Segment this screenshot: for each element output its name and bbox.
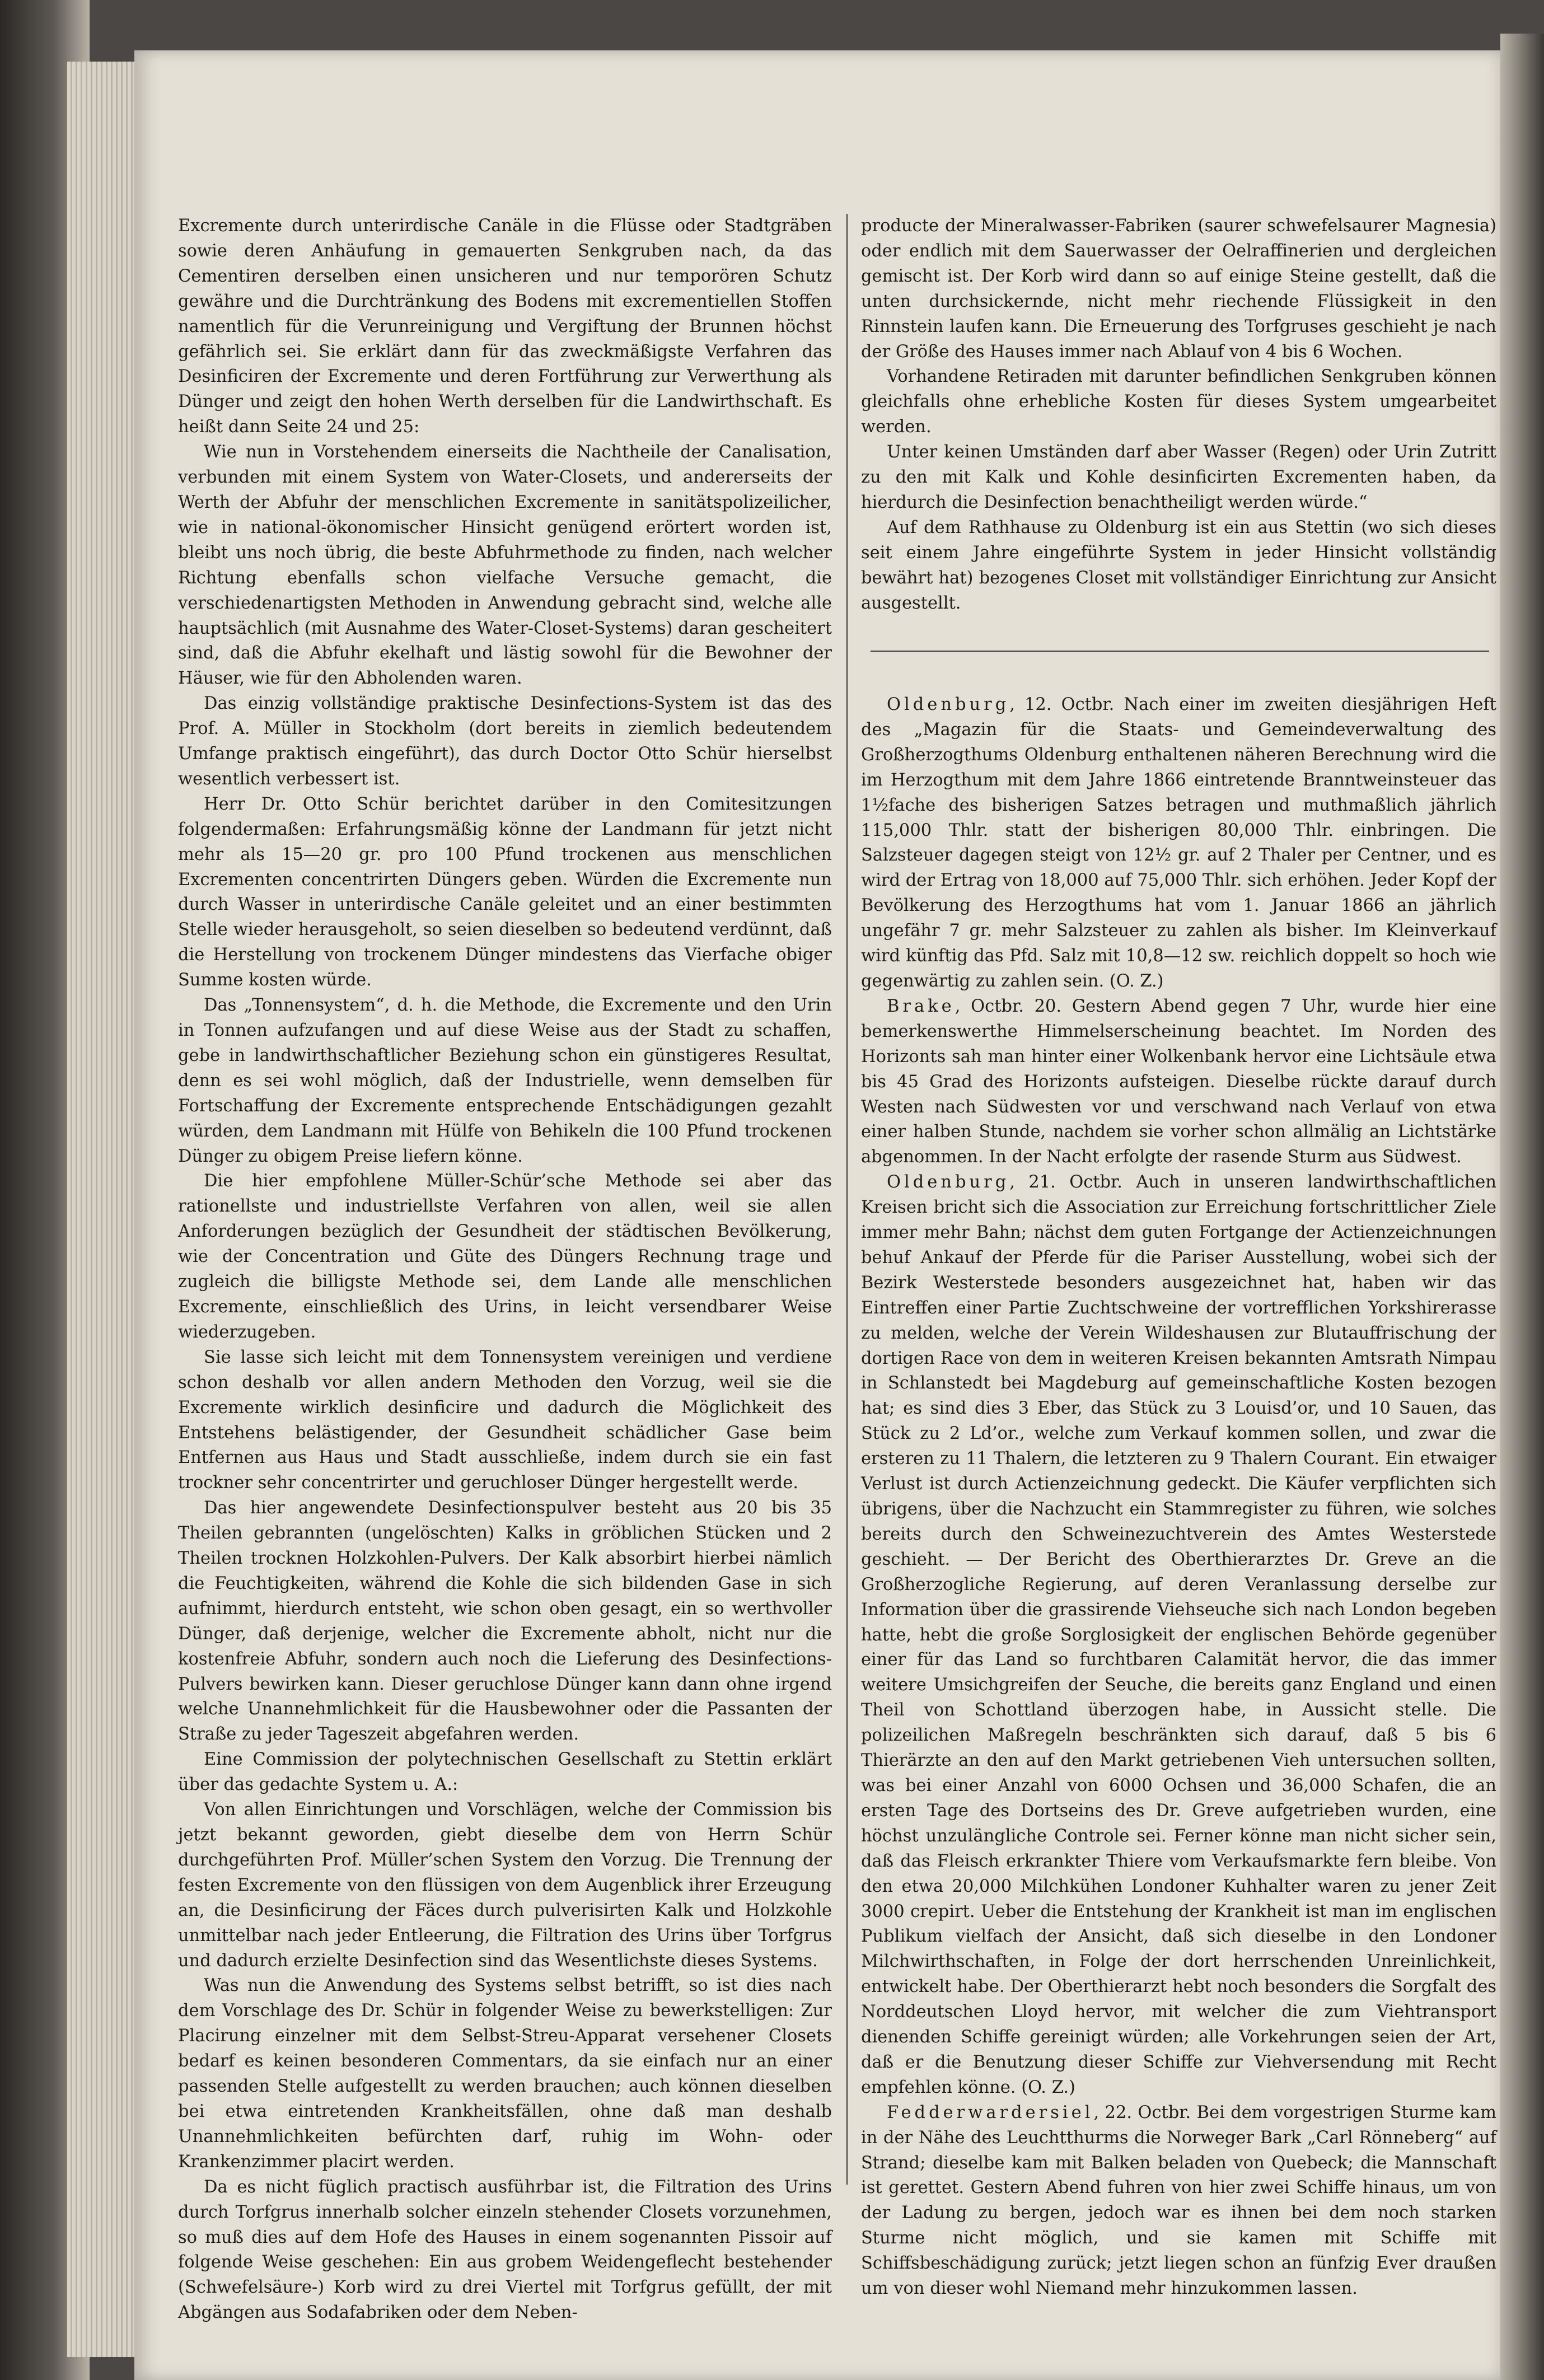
paragraph: Das einzig vollständige praktische Desinfections-System ist das des Prof. A. Müller in Stockholm (dort bereits in ziemlich bedeutendem Umfange praktisch eingeführt), das durch Doctor Otto Schür hierselbst wesentlich verbessert ist. xyxy=(178,694,832,789)
paragraph: Eine Commission der polytechnischen Gesellschaft zu Stettin erklärt über das gedachte System u. A.: xyxy=(178,1750,832,1795)
dateline-place: Brake xyxy=(887,996,955,1016)
section-divider xyxy=(871,651,1489,652)
paragraph: Wie nun in Vorstehendem einerseits die Nachtheile der Canalisation, verbunden mit einem System von Water-Closets, und andererseits der Werth der Abfuhr der menschlichen Excremente in sanitätspolizeilicher, wie in national-ökonomischer Hinsicht genügend erörtert worden ist, bleibt uns noch übrig, die beste Abfuhrmethode zu finden, nach welcher Richtung ebenfalls schon vielfache Versuche gemacht, die verschiedenartigsten Methoden in Anwendung gebracht sind, welche alle hauptsächlich (mit Ausnahme des Water-Closet-Systems) daran gescheitert sind, daß die Abfuhr ekelhaft und lästig sowohl für die Bewohner der Häuser, wie für den Abholenden waren. xyxy=(178,442,832,689)
dateline-place: Oldenburg xyxy=(887,1172,1010,1193)
news-text: , 12. Octbr. Nach einer im zweiten diesjährigen Heft des „Magazin für die Staats- und Gemeindeverwaltung des Großherzogthums Oldenburg enthaltenen näheren Berechnung wird die im Herzogthum mit dem Jahre 1866 eintretende Branntweinsteuer das 1½fache des bisherigen Satzes betragen und muthmaßlich jährlich 115,000 Thlr. statt der bisherigen 80,000 Thlr. einbringen. Die Salzsteuer dagegen steigt von 12½ gr. auf 2 Thaler per Centner, und es wird der Ertrag von 18,000 auf 75,000 Thlr. sich erhöhen. Jeder Kopf der Bevölkerung des Herzogthums hat vom 1. Januar 1866 an jährlich ungefähr 7 gr. mehr Salzsteuer zu zahlen als bisher. Im Kleinverkauf wird künftig das Pfd. Salz mit 10,8—12 sw. reichlich doppelt so hoch wie gegenwärtig zu zahlen sein. (O. Z.) xyxy=(861,695,1496,991)
paragraph: Auf dem Rathhause zu Oldenburg ist ein aus Stettin (wo sich dieses seit einem Jahre eingeführte System in jeder Hinsicht vollständig bewährt hat) bezogenes Closet mit vollständiger Einrichtung zur Ansicht ausgestellt. xyxy=(861,517,1496,613)
paragraph: Die hier empfohlene Müller-Schür’sche Methode sei aber das rationellste und industriellste Verfahren von allen, weil sie allen Anforderungen bezüglich der Gesundheit der städtischen Bevölkerung, wie der Concentration und Güte des Düngers Rechnung trage und zugleich die billigste Methode sei, dem Lande alle menschlichen Excremente, einschließlich des Urins, in leicht versendbarer Weise wiederzugeben. xyxy=(178,1171,832,1342)
news-item xyxy=(861,1170,1496,2101)
paragraph: Vorhandene Retiraden mit darunter befindlichen Senkgruben können gleichfalls ohne erhebliche Kosten für dieses System umgearbeitet werden. xyxy=(861,367,1496,437)
paragraph: Sie lasse sich leicht mit dem Tonnensystem vereinigen und verdiene schon deshalb vor allen andern Methoden den Vorzug, weil sie die Excremente wirklich desinficire und dadurch die Möglichkeit des Entstehens belästigender, der Gesundheit schädlicher Gase beim Entfernen aus Haus und Stadt ausschließe, indem durch sie ein fast trockner sehr concentrirter und geruchloser Dünger hergestellt werde. xyxy=(178,1347,832,1493)
paragraph: Unter keinen Umständen darf aber Wasser (Regen) oder Urin Zutritt zu den mit Kalk und Kohle desinficirten Excrementen haben, da hierdurch die Desinfection benachtheiligt werden würde.“ xyxy=(861,442,1496,512)
paragraph: producte der Mineralwasser-Fabriken (saurer schwefelsaurer Magnesia) oder endlich mit dem Sauerwasser der Oelraffinerien und dergleichen gemischt ist. Der Korb wird dann so auf einige Steine gestellt, daß die unten durchsickernde, nicht mehr riechende Flüssigkeit in den Rinnstein laufen kann. Die Erneuerung des Torfgruses geschieht je nach der Größe des Hauses immer nach Ablauf von 4 bis 6 Wochen. xyxy=(861,216,1496,362)
paragraph: Da es nicht füglich practisch ausführbar ist, die Filtration des Urins durch Torfgrus innerhalb solcher einzeln stehender Closets vorzunehmen, so muß dies auf dem Hofe des Hauses in einem sogenannten Pissoir auf folgende Weise geschehen: Ein aus grobem Weidengeflecht bestehender (Schwefelsäure-) Korb wird zu drei Viertel mit Torfgrus gefüllt, der mit Abgängen aus Sodafabriken oder dem Neben- xyxy=(178,2177,832,2323)
news-item xyxy=(861,693,1496,994)
left-column xyxy=(178,214,832,2326)
paragraph: Was nun die Anwendung des Systems selbst betrifft, so ist dies nach dem Vorschlage des Dr. Schür in folgender Weise zu bewerkstelligen: Zur Placirung einzelner mit dem Selbst-Streu-Apparat versehener Closets bedarf es keinen besonderen Commentars, da sie einfach nur an einer passenden Stelle aufgestellt zu werden brauchen; auch können dieselben bei etwa eintretenden Krankheitsfällen, ohne daß man deshalb Unannehmlichkeiten befürchten darf, ruhig im Wohn- oder Krankenzimmer placirt werden. xyxy=(178,1976,832,2172)
news-item xyxy=(861,2101,1496,2302)
paragraph: Von allen Einrichtungen und Vorschlägen, welche der Commission bis jetzt bekannt geworden, giebt dieselbe dem von Herrn Schür durchgeführten Prof. Müller’schen System den Vorzug. Die Trennung der festen Excremente von den flüssigen von dem Augenblick ihrer Erzeugung an, die Desinficirung der Fäces durch pulverisirten Kalk und Holzkohle unmittelbar nach jeder Entleerung, die Filtration des Urins über Torfgrus und dadurch erzielte Desinfection sind das Wesentlichste dieses Systems. xyxy=(178,1800,832,1971)
dateline-place: Fedderwardersiel xyxy=(887,2102,1094,2122)
news-text: , 21. Octbr. Auch in unseren landwirthschaftlichen Kreisen bricht sich die Association zur Erreichung fortschrittlicher Ziele immer mehr Bahn; nächst dem guten Fortgange der Actienzeichnungen behuf Ankauf der Pferde für die Pariser Ausstellung, wobei sich der Bezirk Westerstede besonders ausgezeichnet hat, haben wir das Eintreffen einer Partie Zuchtschweine der vortrefflichen Yorkshirerasse zu melden, welche der Verein Wildeshausen zur Blutauffrischung der dortigen Race von dem in weiteren Kreisen bekannten Amtsrath Nimpau in Schlanstedt bei Magdeburg auf gemeinschaftliche Kosten bezogen hat; es sind dies 3 Eber, das Stück zu 3 Louisd’or, und 10 Sauen, das Stück zu 2 Ld’or., welche zum Verkauf kommen sollen, und zwar die ersteren zu 11 Thalern, die letzteren zu 9 Thalern Courant. Ein etwaiger Verlust ist durch Actienzeichnung gedeckt. Die Käufer verpflichten sich übrigens, über die Nachzucht ein Stammregister zu führen, wie solches bereits durch den Schweinezuchtverein des Amtes Westerstede geschieht. — Der Bericht des Oberthierarztes Dr. Greve an die Großherzogliche Regierung, auf deren Veranlassung derselbe zur Information über die grassirende Viehseuche sich nach London begeben hatte, hebt die große Sorglosigkeit der englischen Behörde gegenüber einer für das Land so furchtbaren Calamität hervor, die das immer weitere Umsichgreifen der Seuche, die bereits ganz England und einen Theil von Schottland überzogen habe, in Aussicht stelle. Die polizeilichen Maßregeln beschränkten sich darauf, daß 5 bis 6 Thierärzte an den auf den Markt getriebenen Vieh untersuchen sollten, was bei einer Anzahl von 6000 Ochsen und 36,000 Schafen, die an ersten Tage des Dortseins des Dr. Greve aufgetrieben wurden, eine höchst unzulängliche Controle sei. Ferner könne man nicht sicher sein, daß das Fleisch erkrankter Thiere vom Verkaufsmarkte fern bleibe. Von den etwa 20,000 Milchkühen Londoner Kuhhalter waren zu jener Zeit 3000 crepirt. Ueber die Entstehung der Krankheit ist man im englischen Publikum vielfach der Ansicht, daß sich dieselbe in den Londoner Milchwirthschaften, in Folge der dort herrschenden Unreinlichkeit, entwickelt habe. Der Oberthierarzt hebt noch besonders die Sorgfalt des Norddeutschen Lloyd hervor, mit welcher die zum Viehtransport dienenden Schiffe gereinigt würden; alle Vorkehrungen seien der Art, daß er die Benutzung dieser Schiffe zur Viehversendung mit Recht empfehlen könne. (O. Z.) xyxy=(861,1172,1496,2097)
paragraph: Das „Tonnensystem“, d. h. die Methode, die Excremente und den Urin in Tonnen aufzufangen und auf diese Weise aus der Stadt zu schaffen, gebe in landwirthschaftlicher Beziehung schon ein günstigeres Resultat, denn es sei wohl möglich, daß der Industrielle, wenn demselben für Fortschaffung der Excremente entsprechende Entschädigungen gezahlt würden, dem Landmann mit Hülfe von Behikeln die 100 Pfund trockenen Dünger zu obigem Preise liefern könne. xyxy=(178,995,832,1166)
right-column-top xyxy=(861,214,1496,616)
paragraph: Herr Dr. Otto Schür berichtet darüber in den Comitesitzungen folgendermaßen: Erfahrungsmäßig könne der Landmann für jetzt nicht mehr als 15—20 gr. pro 100 Pfund trockenen aus menschlichen Excrementen concentrirten Düngers geben. Würden die Excremente nun durch Wasser in unterirdische Canäle geleitet und an einer bestimmten Stelle wieder herausgeholt, so seien dieselben so bedeutend verdünnt, daß die Herstellung von trockenem Dünger mindestens das Vierfache obiger Summe kosten würde. xyxy=(178,794,832,990)
news-column xyxy=(861,693,1496,2302)
news-text: , Octbr. 20. Gestern Abend gegen 7 Uhr, wurde hier eine bemerkenswerthe Himmelserscheinung beachtet. Im Norden des Horizonts sah man hinter einer Wolkenbank hervor eine Lichtsäule etwa bis 45 Grad des Horizonts aufsteigen. Dieselbe rückte darauf durch Westen nach Südwesten vor und verschwand nach Verlauf von etwa einer halben Stunde, nachdem sie vorher schon allmälig an Lichtstärke abgenommen. In der Nacht erfolgte der rasende Sturm aus Südwest. xyxy=(861,996,1496,1167)
page-stack-edge xyxy=(67,62,146,2357)
paragraph: Excremente durch unterirdische Canäle in die Flüsse oder Stadtgräben sowie deren Anhäufung in gemauerten Senkgruben nach, da das Cementiren derselben einen unsicheren und nur temporören Schutz gewähre und die Durchtränkung des Bodens mit excrementiellen Stoffen namentlich für die Verunreinigung und Vergiftung der Brunnen höchst gefährlich sei. Sie erklärt dann für das zweckmäßigste Verfahren das Desinficiren der Excremente und deren Fortführung zur Verwerthung als Dünger und zeigt den hohen Werth derselben für die Landwirthschaft. Es heißt dann Seite 24 und 25: xyxy=(178,216,832,437)
paragraph: Das hier angewendete Desinfectionspulver besteht aus 20 bis 35 Theilen gebrannten (ungelöschten) Kalks in gröblichen Stücken und 2 Theilen trocknen Holzkohlen-Pulvers. Der Kalk absorbirt hierbei nämlich die Feuchtigkeiten, während die Kohle die sich bildenden Gase in sich aufnimmt, hierdurch entsteht, wie schon oben gesagt, ein so werthvoller Dünger, daß derjenige, welcher die Excremente abholt, nicht nur die kostenfreie Abfuhr, sondern auch noch die Lieferung des Desinfections-Pulvers bewirken kann. Dieser geruchlose Dünger kann dann ohne irgend welche Unannehmlichkeit für die Hausbewohner oder die Passanten der Straße zu jeder Tageszeit abgefahren werden. xyxy=(178,1498,832,1745)
dateline-place: Oldenburg xyxy=(887,695,1010,714)
news-text: , 22. Octbr. Bei dem vorgestrigen Sturme kam in der Nähe des Leuchtthurms die Norweger Bark „Carl Rönneberg“ auf Strand; dieselbe kam mit Balken beladen von Quebeck; die Mannschaft ist gerettet. Gestern Abend fuhren von hier zwei Schiffe hinaus, um von der Ladung zu bergen, jedoch war es ihnen bei dem noch starken Sturme nicht möglich, und sie kamen mit Schiffe mit Schiffsbeschädigung zurück; jetzt liegen schon an fünfzig Ever draußen um von dieser wohl Niemand mehr hinzukommen lassen. xyxy=(861,2102,1496,2299)
book-right-edge xyxy=(1500,34,1544,2380)
column-divider xyxy=(846,214,848,2185)
news-item xyxy=(861,994,1496,1170)
